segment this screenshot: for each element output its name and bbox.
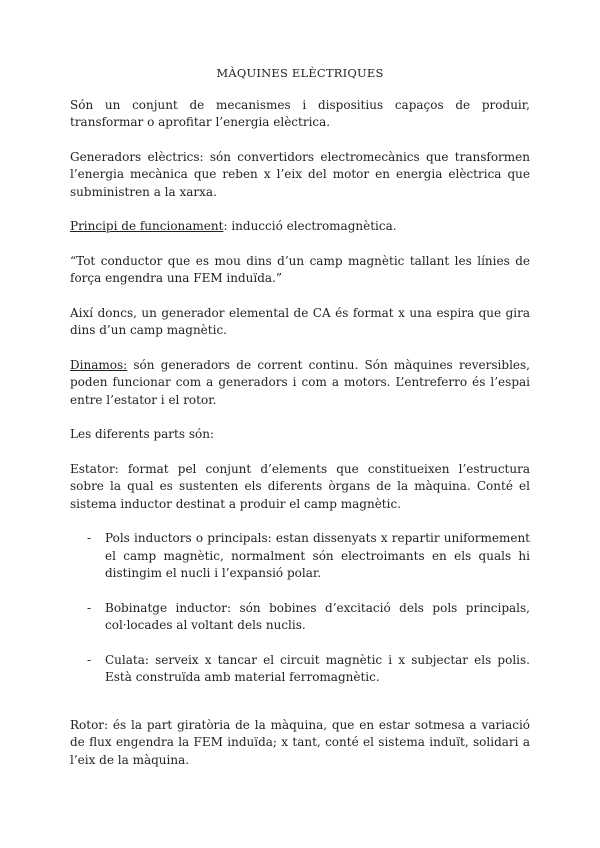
list-item-text: Pols inductors o principals: estan dissenyats x repartir uniformement el camp magnètic, normalment són electroimants en els quals hi distingim el nucli i l’expansió polar.: [105, 531, 530, 580]
list-dash: -: [87, 531, 92, 545]
generators-paragraph: Generadors elèctrics: són convertidors electromecànics que transformen l’energia mecànica que reben x l’eix del motor en energia elèctrica que subministren a la xarxa.: [70, 149, 530, 199]
list-dash: -: [87, 652, 92, 667]
principle-label: Principi de funcionament: [70, 219, 224, 233]
principle-paragraph: [70, 218, 530, 236]
document-page: [70, 65, 530, 786]
rotor-paragraph: Rotor: és la part giratòria de la màquina, que en estar sotmesa a variació de flux engendra la FEM induïda; x tant, conté el sistema induït, solidari a l’eix de la màquina.: [70, 717, 530, 767]
parts-intro-paragraph: Les diferents parts són:: [70, 427, 214, 441]
quote-paragraph: “Tot conductor que es mou dins d’un camp magnètic tallant les línies de força engendra una FEM induïda.”: [70, 253, 530, 285]
dynamos-text: són generadors de corrent continu. Són màquines reversibles, poden funcionar com a generadors i com a motors. L’entreferro és l’espai entre l’estator i el rotor.: [70, 357, 530, 407]
stator-parts-list: [70, 530, 530, 687]
ac-generator-paragraph: Així doncs, un generador elemental de CA és format x una espira que gira dins d’un camp magnètic.: [70, 305, 530, 337]
stator-paragraph: Estator: format pel conjunt d’elements que constitueixen l’estructura sobre la qual es sustenten els diferents òrgans de la màquina. Conté el sistema inductor destinat a produir el camp magnètic.: [70, 461, 530, 511]
list-item: [70, 530, 530, 583]
list-dash: -: [87, 600, 92, 615]
list-item-text: Bobinatge inductor: són bobines d’excitació dels pols principals, col·locades al voltant dels nuclis.: [105, 600, 530, 632]
dynamos-label: Dinamos:: [70, 357, 128, 372]
intro-paragraph: Són un conjunt de mecanismes i dispositius capaços de produir, transformar o aprofitar l’energia elèctrica.: [70, 97, 530, 129]
principle-text: : inducció electromagnètica.: [223, 219, 397, 233]
list-item: [70, 652, 530, 687]
list-item: [70, 600, 530, 635]
dynamos-paragraph: [70, 357, 530, 410]
document-title: MÀQUINES ELÈCTRIQUES: [216, 66, 384, 80]
list-item-text: Culata: serveix x tancar el circuit magnètic i x subjectar els polis. Està construïda amb material ferromagnètic.: [105, 652, 530, 684]
